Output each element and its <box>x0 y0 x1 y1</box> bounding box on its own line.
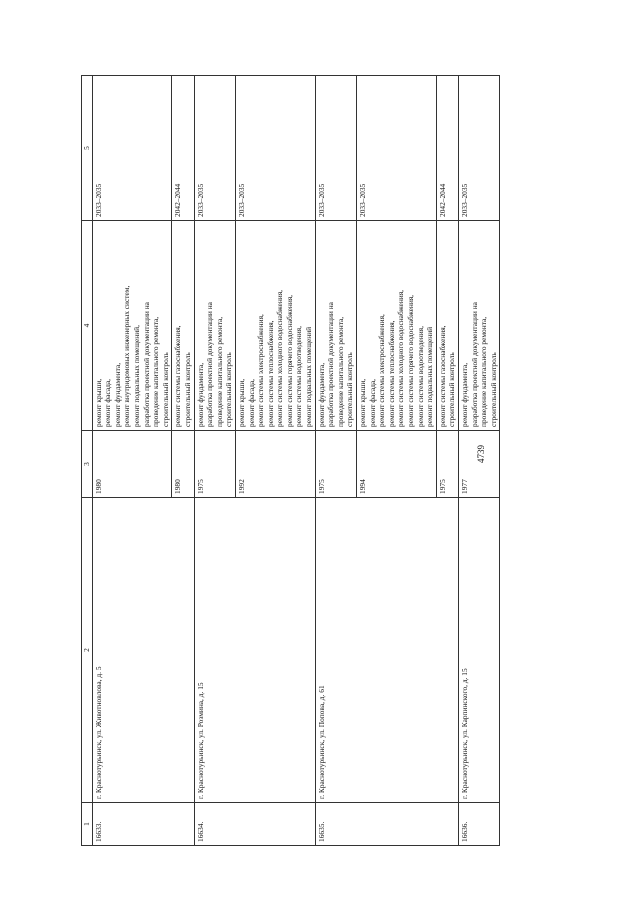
period-cell: 2033–2035 <box>92 76 172 221</box>
row-number-cell: 16636. <box>458 803 499 846</box>
capital-repair-table <box>81 75 500 846</box>
work-item: ремонт подвальных помещений <box>425 326 435 427</box>
work-item: ремонт фасада, <box>246 379 256 427</box>
works-cell <box>357 221 437 431</box>
work-item: ремонт внутридомовых инженерных систем, <box>122 285 132 427</box>
address-cell: г. Краснотурьинск, ул. Попова, д. 61 <box>315 498 458 803</box>
work-item: ремонт крыши, <box>358 378 368 427</box>
work-item: ремонт крыши, <box>236 378 246 427</box>
work-item: ремонт системы водоотведения, <box>294 326 304 427</box>
works-cell <box>458 221 499 431</box>
work-item: проведение капитального ремонта, <box>214 316 224 427</box>
work-item: разработка проектной документации на <box>141 302 151 427</box>
work-item: проведение капитального ремонта, <box>151 316 161 427</box>
address-cell: г. Краснотурьинск, ул. Карпинского, д. 15 <box>458 498 499 803</box>
work-item: ремонт крыши, <box>93 378 103 427</box>
work-item: ремонт системы электроснабжения, <box>256 314 266 427</box>
works-cell <box>92 221 172 431</box>
work-item: строительный контроль <box>182 352 192 427</box>
work-item: строительный контроль <box>447 352 457 427</box>
work-item: ремонт системы теплоснабжения, <box>265 320 275 427</box>
year-cell: 1992 <box>235 431 315 498</box>
works-cell <box>436 221 458 431</box>
table-row <box>458 76 499 846</box>
table-row <box>194 76 235 846</box>
works-cell <box>235 221 315 431</box>
work-item: разработка проектной документации на <box>326 302 336 427</box>
table-body <box>92 76 500 846</box>
work-item: ремонт системы холодного водоснабжения, <box>396 290 406 427</box>
work-item: ремонт подвальных помещений <box>304 326 314 427</box>
work-item: ремонт системы горячего водоснабжения, <box>284 294 294 427</box>
work-item: ремонт фундамента, <box>316 362 326 427</box>
work-item: ремонт системы водоотведения, <box>415 326 425 427</box>
address-cell: г. Краснотурьинск, ул. Животновлова, д. 5 <box>92 498 194 803</box>
row-number-cell: 16634. <box>194 803 315 846</box>
work-item: ремонт фасада, <box>103 379 113 427</box>
work-item: разработка проектной документации на <box>469 302 479 427</box>
work-item: ремонт фундамента, <box>112 362 122 427</box>
year-cell: 1980 <box>92 431 172 498</box>
header-col-4: 4 <box>82 221 93 431</box>
year-cell: 1975 <box>436 431 458 498</box>
header-row <box>82 76 93 846</box>
header-col-5: 5 <box>82 76 93 221</box>
period-cell: 2033–2035 <box>194 76 235 221</box>
period-cell: 2033–2035 <box>315 76 356 221</box>
work-item: ремонт фундамента, <box>195 362 205 427</box>
period-cell: 2042–2044 <box>436 76 458 221</box>
period-cell: 2033–2035 <box>235 76 315 221</box>
work-item: ремонт системы газоснабжения, <box>437 325 447 427</box>
table-row <box>92 76 172 846</box>
work-item: ремонт системы холодного водоснабжения, <box>275 290 285 427</box>
row-number-cell: 16635. <box>315 803 458 846</box>
work-item: ремонт системы электроснабжения, <box>377 314 387 427</box>
work-item: проведение капитального ремонта, <box>479 316 489 427</box>
header-col-3: 3 <box>82 431 93 498</box>
row-number-cell: 16633. <box>92 803 194 846</box>
page-number: 4739 <box>476 445 486 463</box>
works-cell <box>315 221 356 431</box>
year-cell: 1977 <box>458 431 499 498</box>
address-cell: г. Краснотурьинск, ул. Розмина, д. 15 <box>194 498 315 803</box>
year-cell: 1980 <box>172 431 194 498</box>
works-cell <box>194 221 235 431</box>
work-item: ремонт системы теплоснабжения, <box>386 320 396 427</box>
rotated-table-container <box>81 76 559 846</box>
work-item: строительный контроль <box>160 352 170 427</box>
work-item: ремонт подвальных помещений, <box>131 325 141 427</box>
table-row <box>315 76 356 846</box>
work-item: ремонт фундамента, <box>459 362 469 427</box>
header-col-2: 2 <box>82 498 93 803</box>
period-cell: 2042–2044 <box>172 76 194 221</box>
year-cell: 1994 <box>357 431 437 498</box>
year-cell: 1975 <box>315 431 356 498</box>
work-item: ремонт системы горячего водоснабжения, <box>406 294 415 427</box>
work-item: строительный контроль <box>488 352 498 427</box>
work-item: ремонт системы газоснабжения, <box>173 325 183 427</box>
year-cell: 1975 <box>194 431 235 498</box>
work-item: проведение капитального ремонта, <box>335 316 345 427</box>
header-col-1: 1 <box>82 803 93 846</box>
work-item: строительный контроль <box>224 352 234 427</box>
work-item: строительный контроль <box>345 352 355 427</box>
work-item: ремонт фасада, <box>367 379 377 427</box>
period-cell: 2033–2035 <box>458 76 499 221</box>
period-cell: 2033–2035 <box>357 76 437 221</box>
work-item: разработка проектной документации на <box>205 302 215 427</box>
works-cell <box>172 221 194 431</box>
